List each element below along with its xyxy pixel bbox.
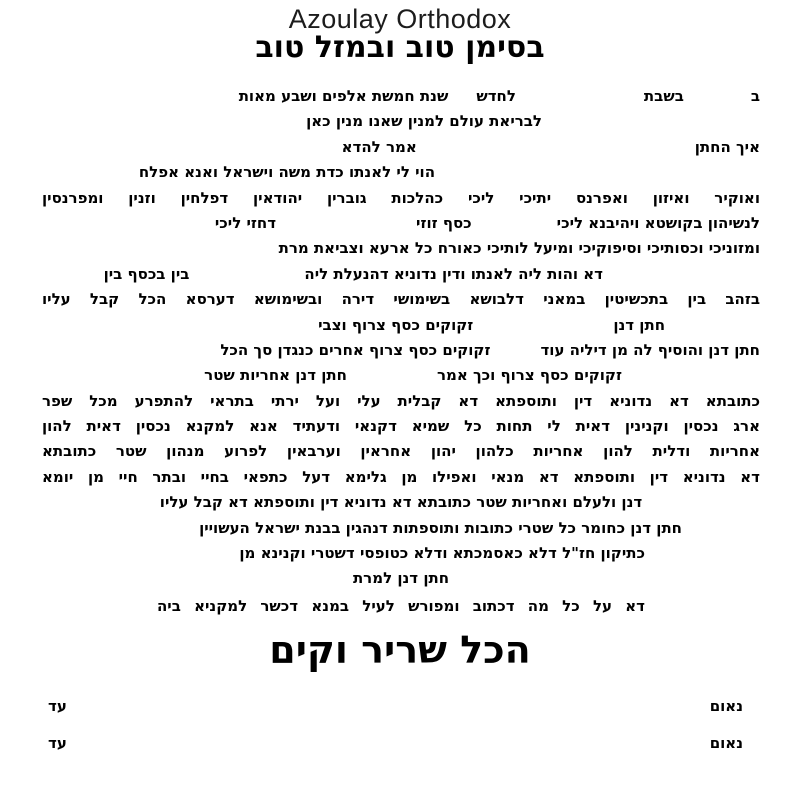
body-text: בין בכסף בין (103, 264, 190, 283)
hebrew-blessing-heading: בסימן טוב ובמזל טוב (255, 30, 545, 65)
body-line-14: ארג נכסין וקנינין דאית לי תחות כל שמיא דקנאי ודעתיד אנא למקנא נכסין דאית להון (42, 417, 760, 436)
body-line-8 (42, 262, 760, 287)
blank-field (417, 151, 695, 152)
body-text: לחדש (476, 87, 516, 105)
body-line-9: בזהב בין בתכשיטין במאני דלבושא בשימושי דירה ובשימושא דערסא הכל קבל עליו (42, 290, 760, 309)
blank-field (645, 557, 760, 558)
declarant-label: נאום (709, 697, 743, 715)
body-text: דא והות ליה לאנתו ודין נדוניא דהנעלת ליה (304, 264, 603, 283)
body-line-13: כתובתא דא נדוניא דין ותוספתא דא קבלית עלי ועל ירתי בתראי להתפרע מכל שפר (42, 391, 760, 410)
body-text: כתיקון חז"ל דלא כאסמכתא ודלא כטופסי דשטרי וקנינא מן (239, 544, 645, 563)
body-line-11 (42, 338, 760, 363)
blank-field (448, 100, 476, 101)
page-title: Azoulay Orthodox (288, 4, 512, 34)
body-text: ב (750, 87, 760, 105)
body-text: זקוקים כסף צרוף אחרים כנגדן סך הכל (220, 340, 491, 359)
body-line-21: דא על כל מה דכתוב ומפורש לעיל במנא דכשר למקניא ביה (156, 596, 645, 615)
body-text: זקוקים כסף צרוף וכך אמר (436, 366, 622, 385)
body-text: חתן דנן כחומר כל שטרי כתובות ותוספתות דנהגין בבנת ישראל העשויין (199, 518, 682, 537)
blank-field (684, 100, 751, 101)
body-line-18 (42, 516, 760, 541)
body-text: כסף זוזי (416, 213, 472, 232)
blank-field (276, 227, 416, 228)
body-line-1 (42, 84, 760, 109)
witness-label: עד (48, 697, 67, 715)
body-line-6 (42, 211, 760, 236)
body-text: בשבת (643, 87, 684, 105)
blank-field (473, 329, 613, 330)
body-text: שנת חמשת אלפים ושבע מאות (238, 87, 449, 105)
body-text: זקוקים כסף צרוף וצבי (318, 315, 474, 334)
body-line-16: דא נדוניא דין ותוספתא דא מנאי ואפילו מן גלימא דעל כתפאי בחיי ובתר חיי מן יומא (42, 467, 760, 486)
blank-field (516, 100, 644, 101)
declarant-label: נאום (709, 734, 743, 752)
body-text: חתן דנן (613, 315, 665, 334)
body-text: לבריאת עולם למנין שאנו מנין כאן (306, 112, 542, 131)
body-line-19 (42, 541, 760, 566)
body-line-2 (42, 109, 760, 134)
body-line-15: אחריות ודלית להון אחריות כלהון יהון אחראין וערבאין לפרוע מנהון שטר כתובתא (42, 442, 760, 461)
blank-field (189, 278, 304, 279)
body-text: חתן דנן והוסיף לה מן דיליה עוד (540, 340, 760, 359)
body-line-5: ואוקיר ואיזון ואפרנס יתיכי ליכי כהלכות גוברין יהודאין דפלחין וזנין ומפרנסין (42, 188, 760, 207)
body-line-10 (42, 313, 760, 338)
blank-field (603, 278, 760, 279)
blank-field (472, 227, 557, 228)
blank-field (682, 532, 760, 533)
body-line-7: ומזוניכי וכסותיכי וסיפוקיכי ומיעל לותיכי כאורח כל ארעא וצביאת מרת (278, 239, 760, 258)
body-text: איך החתן (694, 137, 760, 156)
body-line-12 (42, 363, 760, 388)
witness-label: עד (48, 734, 67, 752)
body-line-17: דנן ולעלם ואחריות שטר כתובתא דא נדוניא דין ותוספתא דא קבל עליו (159, 493, 643, 512)
body-text: חתן דנן אחריות שטר (204, 366, 347, 385)
body-line-3 (42, 135, 760, 160)
signature-row-1 (48, 697, 743, 715)
body-text: הוי לי לאנתו כדת משה וישראל ואנא אפלח (138, 163, 435, 182)
body-text: אמר להדא (341, 137, 417, 156)
blank-field (542, 125, 760, 126)
body-line-4 (42, 160, 760, 185)
contract-body (42, 84, 760, 619)
closing-statement: הכל שריר וקים (269, 628, 531, 672)
blank-field (622, 379, 760, 380)
body-text: לנשיהון בקושטא ויהיבנא ליכי (556, 213, 760, 232)
body-text: דחזי ליכי (214, 213, 277, 232)
signature-row-2 (48, 734, 743, 752)
blank-field (347, 379, 437, 380)
blank-field (665, 329, 760, 330)
blank-field (435, 176, 760, 177)
body-line-20: חתן דנן למרת (352, 569, 450, 588)
blank-field (490, 354, 540, 355)
